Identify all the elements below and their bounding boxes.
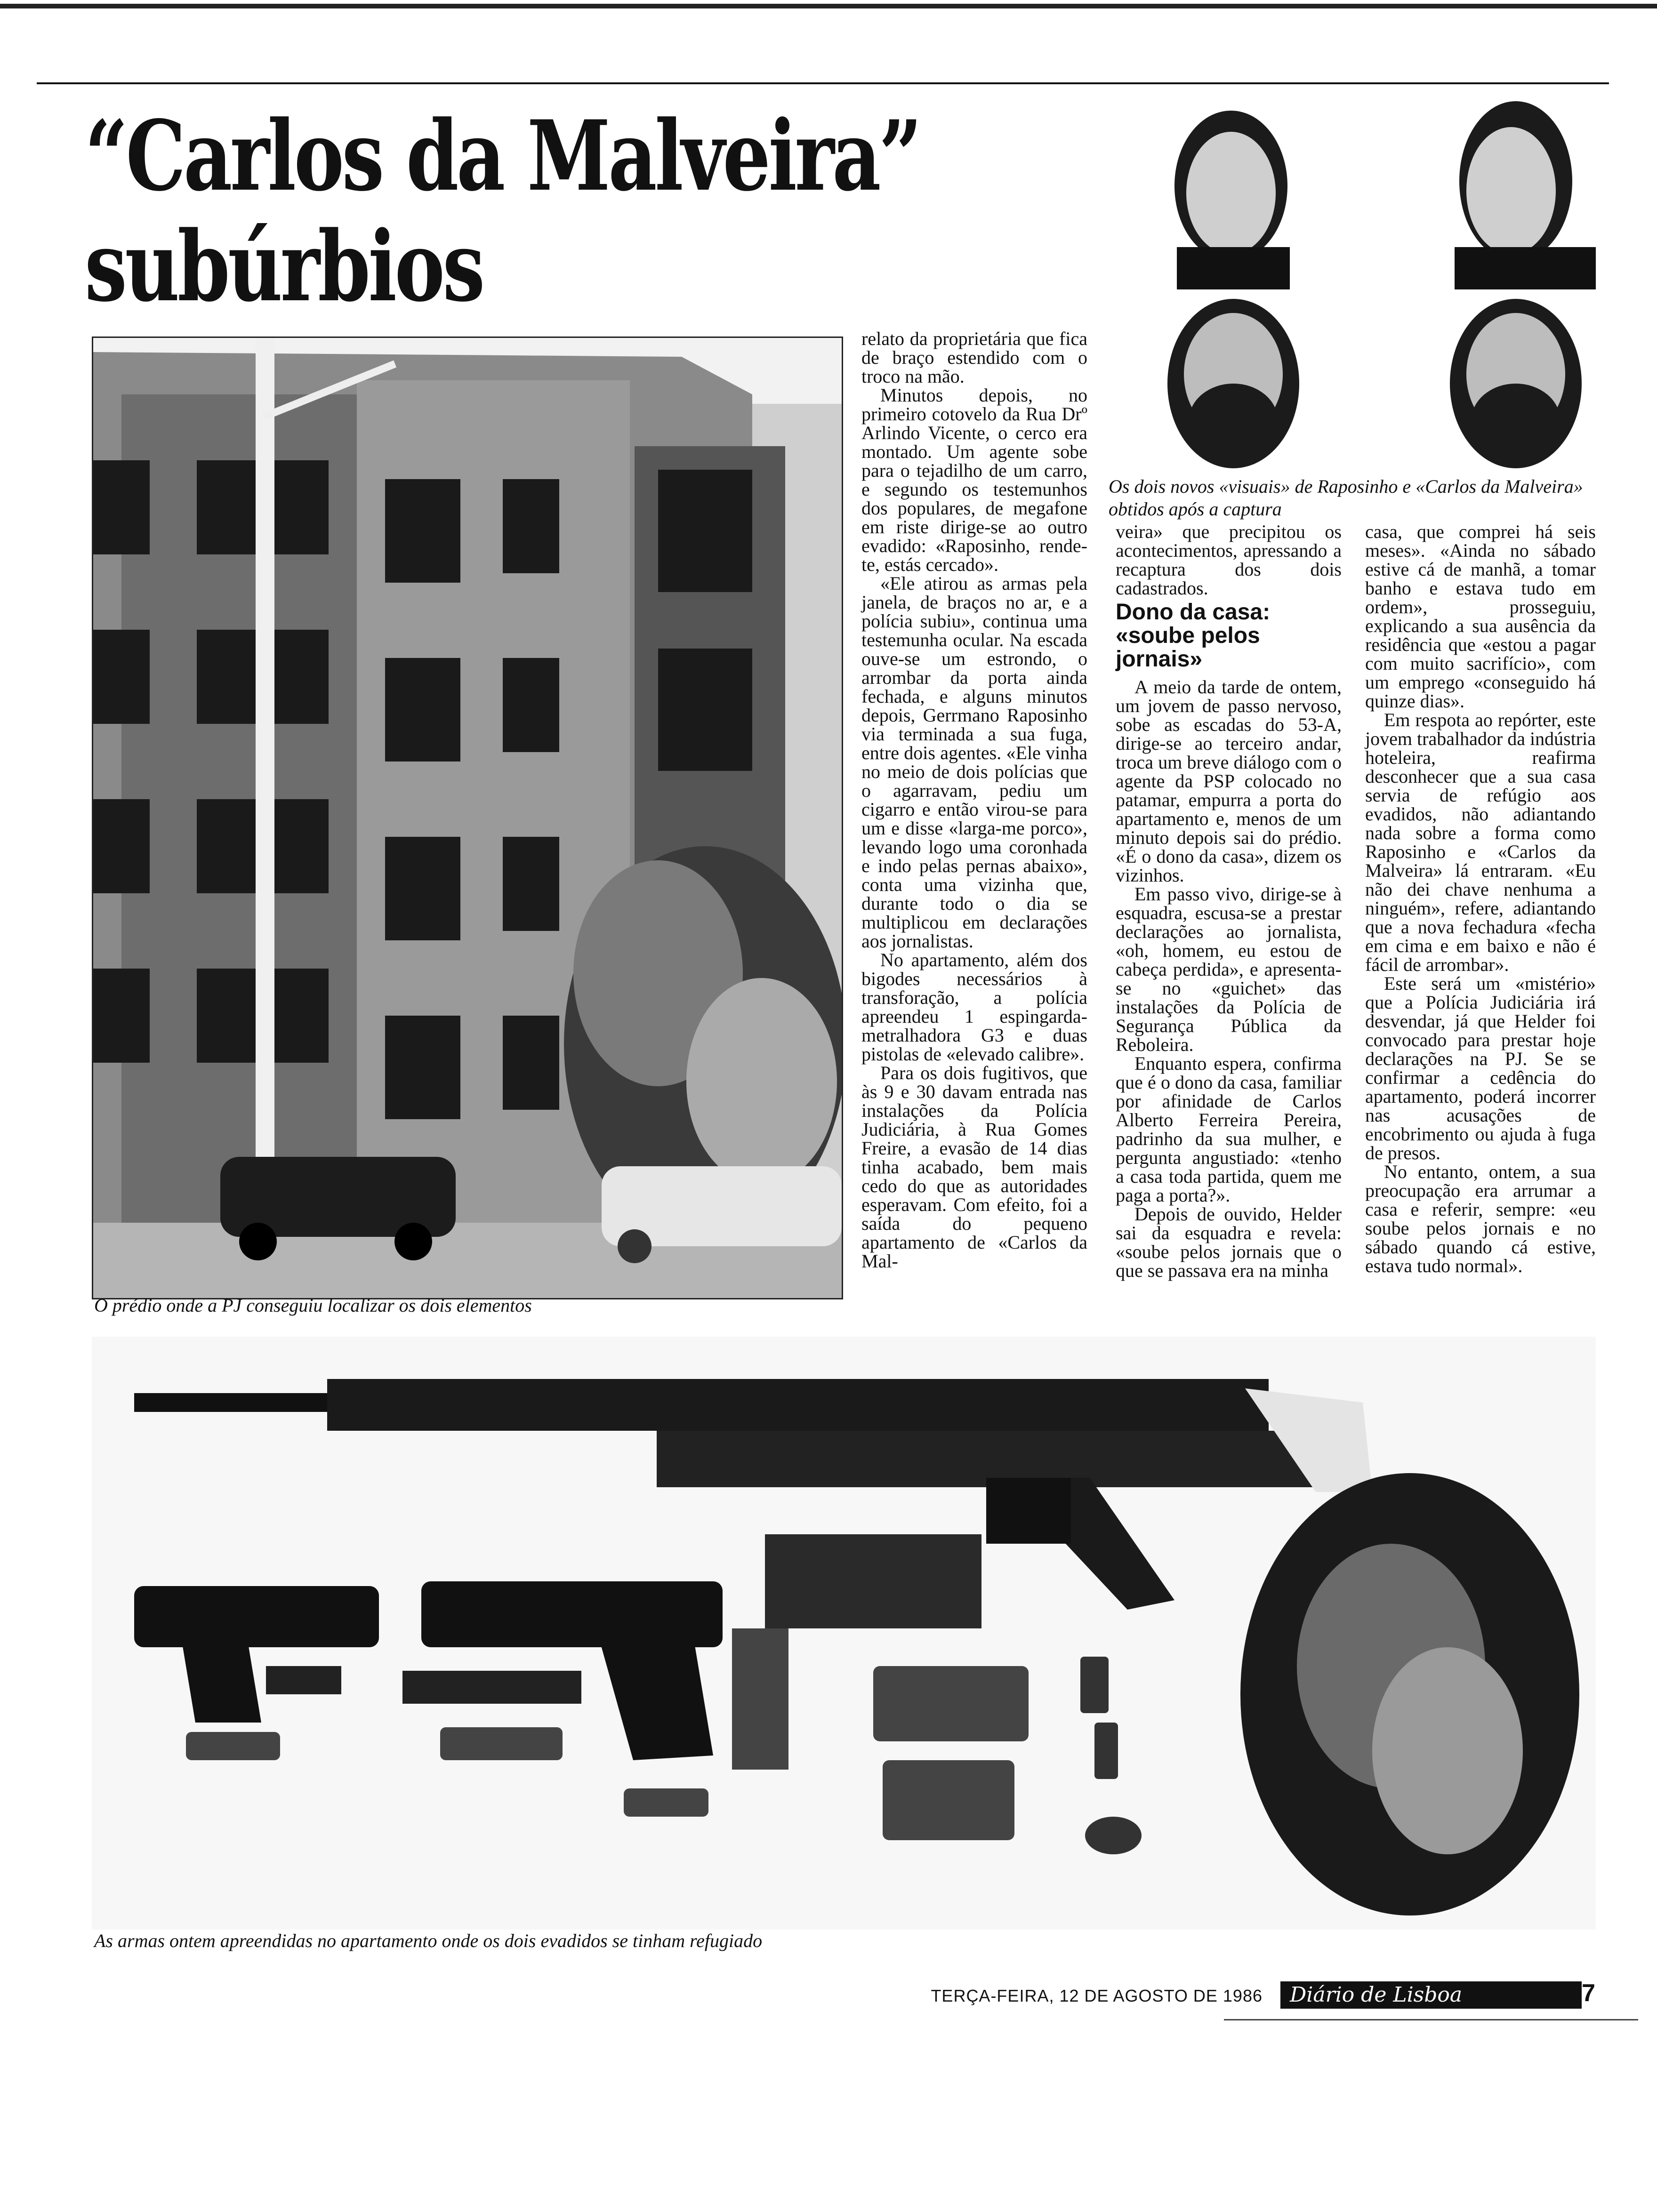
col3-paragraph: casa, que comprei há seis meses». «Ainda no sábado estive cá de manhã, a tomar banho e estava tudo em ordem», prosseguiu, explicando a sua ausência da residência que «estou a pagar com muito sacrifício», com um emprego «conseguido há quinze dias». — [1365, 521, 1596, 712]
col1-paragraph: No apartamento, além dos bigodes necessários à transforação, a polícia apreendeu 1 espingarda-metralhadora G3 e duas pistolas de «elevado calibre». — [861, 949, 1087, 1065]
col1-paragraph: Para os dois fugitivos, que às 9 e 30 davam entrada nas instalações da Polícia Judiciária, à Rua Gomes Freire, a evasão de 14 dias tinha acabado, bem mais cedo do que as autoridades esperavam. Com efeito, foi a saída do pequeno apartamento de «Carlos da Mal- — [861, 1062, 1087, 1272]
col1-paragraph: Minutos depois, no primeiro cotovelo da Rua Drº Arlindo Vicente, o cerco era montado. Um agente sobe para o tejadilho de um carro, e segundo os testemunhos dos populares, de megafone em riste dirige-se ao outro evadido: «Raposinho, rende-te, estás cercado». — [861, 385, 1087, 575]
mugshots-illustration — [1149, 92, 1601, 471]
newspaper-masthead: Diário de Lisboa — [1280, 1981, 1582, 2009]
weapons-illustration — [92, 1337, 1596, 1930]
col1-paragraph: «Ele atirou as armas pela janela, de braços no ar, e a polícia subiu», continua uma testemunha ocular. Na escada ouve-se um estrondo, o arrombar da porta ainda fechada, e alguns minutos depois, Gerrmano Raposinho via terminada a sua fuga, entre dois agentes. «Ele vinha no meio de dois polícias que o agarravam, pediu um cigarro e então virou-se para um e disse «larga-me porco», levando logo uma coronhada e indo pelas pernas abaixo», conta uma vizinha que, durante todo o dia se multiplicou em declarações aos jornalistas. — [861, 573, 1087, 952]
article-column-1 — [861, 329, 1087, 1271]
face-1 — [1149, 92, 1290, 289]
mugshot-caption-line-1: Os dois novos «visuais» de Raposinho e «Carlos da Malveira» — [1109, 476, 1583, 497]
col2-paragraph: A meio da tarde de ontem, um jovem de passo nervoso, sobe as escadas do 53-A, dirige-se ao terceiro andar, troca um breve diálogo com o agente da PSP colocado no patamar, empurra a porta do apartamento e, menos de um minuto depois sai do prédio. «É o dono da casa», dizem os vizinhos. — [1116, 676, 1342, 886]
headline — [85, 101, 920, 322]
col2-paragraph: Depois de ouvido, Helder sai da esquadra e revela: «soube pelos jornais que o que se passava era na minha — [1116, 1203, 1342, 1281]
top-rule — [0, 4, 1657, 8]
col2-paragraph: Em passo vivo, dirige-se à esquadra, escusa-se a prestar declarações ao jornalista, «oh, homem, eu estou de cabeça perdida», e apresenta-se no «guichet» das instalações da Polícia de Segurança Pública da Reboleira. — [1116, 883, 1342, 1055]
col3-paragraph: Em respota ao repórter, este jovem trabalhador da indústria hoteleira, reafirma desconhecer que a sua casa servia de refúgio aos evadidos, não adiantando nada sobre a forma como Raposinho e «Carlos da Malveira» lá entraram. «Eu não dei chave nenhuma a ninguém», refere, adiantando que a nova fechadura «fecha em cima e em baixo e não é fácil de arrombar». — [1365, 709, 1596, 975]
headline-line-1: “Carlos da Malveira” — [85, 100, 920, 213]
headline-line-2: subúrbios — [85, 210, 483, 323]
mugshot-caption-line-2: obtidos após a captura — [1109, 498, 1282, 520]
wig — [1240, 1473, 1579, 1915]
issue-date: TERÇA-FEIRA, 12 DE AGOSTO DE 1986 — [931, 1986, 1263, 2005]
col3-paragraph: Este será um «mistério» que a Polícia Judiciária irá desvendar, já que Helder foi convocado para prestar hoje declarações na PJ. Se se confirmar a cedência do apartamento, poderá incorrer nas acusações de encobrimento ou ajuda à fuga de presos. — [1365, 973, 1596, 1163]
bottom-rule — [1224, 2019, 1638, 2020]
col3-paragraph: No entanto, ontem, a sua preocupação era arrumar a casa e referir, sempre: «eu soube pelos jornais e no sábado quando cá estive, estava tudo normal». — [1365, 1161, 1596, 1276]
mugshot-grid — [1149, 92, 1601, 471]
col2-subhead: Dono da casa: «soube pelos jornais» — [1116, 600, 1271, 672]
weapons-caption: As armas ontem apreendidas no apartamento onde os dois evadidos se tinham refugiado — [94, 1930, 763, 1951]
face-2 — [1417, 92, 1601, 289]
building-caption: O prédio onde a PJ conseguiu localizar os dois elementos — [94, 1295, 532, 1316]
mugshot-caption — [1109, 475, 1608, 521]
page-number: 7 — [1582, 1980, 1595, 2007]
col2-paragraph: Enquanto espera, confirma que é o dono da casa, familiar por afinidade de Carlos Alberto Ferreira Pereira, padrinho da sua mulher, e pergunta angustiado: «tenho a casa toda partida, quem me paga a porta?». — [1116, 1053, 1342, 1206]
face-4 — [1450, 299, 1582, 468]
article-column-3 — [1365, 522, 1596, 1275]
weapons-photo — [92, 1337, 1596, 1930]
col1-paragraph: relato da proprietária que fica de braço estendido com o troco na mão. — [861, 328, 1087, 387]
article-column-2 — [1116, 522, 1342, 1280]
face-3 — [1167, 299, 1299, 468]
building-illustration — [93, 338, 842, 1298]
col2-lead: veira» que precipitou os acontecimentos, apressando a recaptura dos dois cadastrados. — [1116, 521, 1342, 599]
building-photo — [92, 337, 843, 1299]
